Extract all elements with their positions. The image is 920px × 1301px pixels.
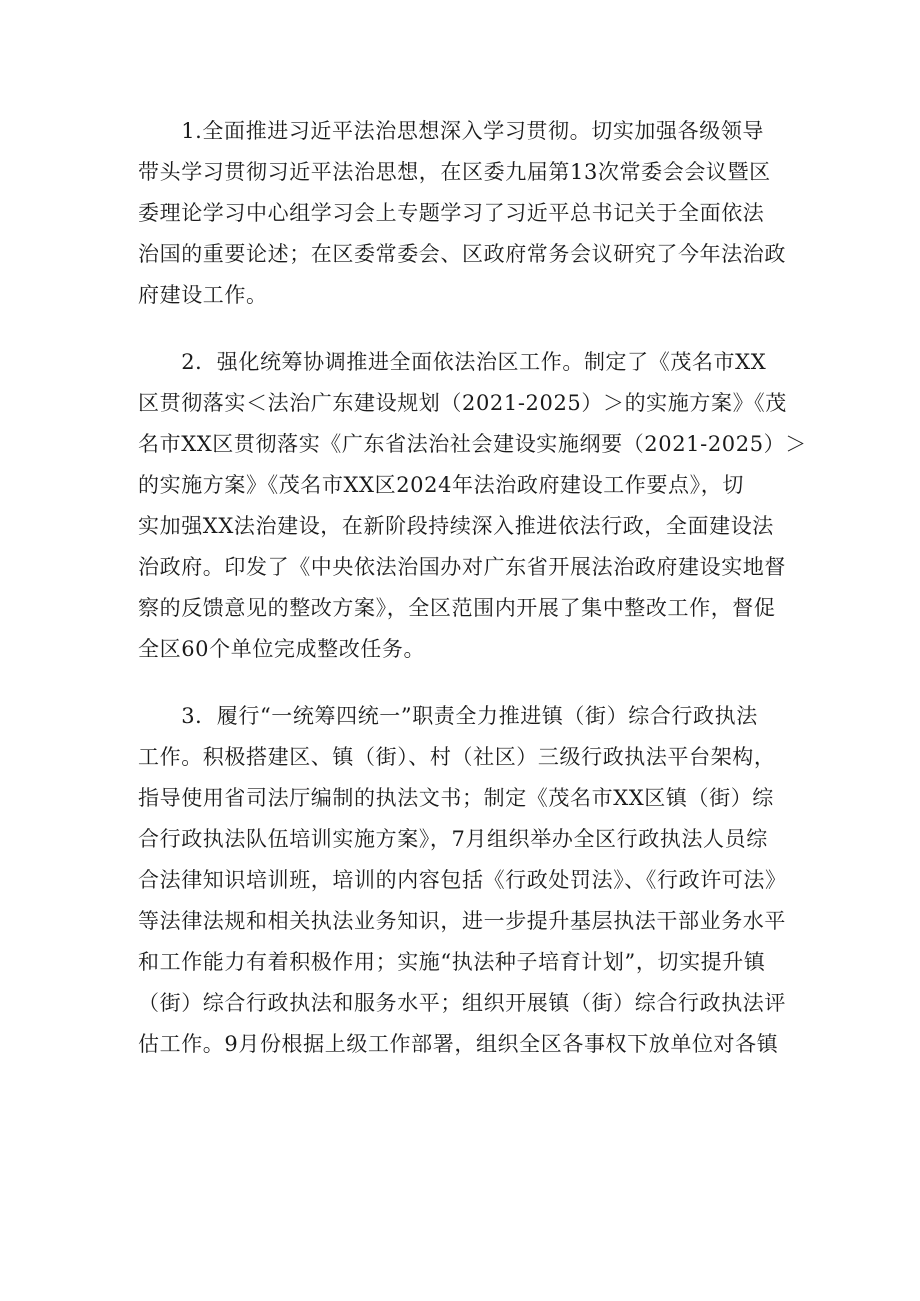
paragraph-3 [138, 696, 788, 1065]
text-line: 察的反馈意见的整改方案》，全区范围内开展了集中整改工作，督促 [138, 596, 776, 620]
text-line: 合行政执法队伍培训实施方案》，7月组织举办全区行政执法人员综 [138, 827, 768, 851]
text-line: 2．强化统筹协调推进全面依法治区工作。制定了《茂名市XX [138, 350, 767, 374]
document-body [138, 111, 807, 1065]
text-line: 3．履行“一统筹四统一”职责全力推进镇（街）综合行政执法 [138, 704, 758, 728]
text-line: 指导使用省司法厅编制的执法文书；制定《茂名市XX区镇（街）综 [138, 786, 774, 810]
text-line: 1.全面推进习近平法治思想深入学习贯彻。切实加强各级领导 [138, 119, 765, 143]
text-line: 实加强XX法治建设，在新阶段持续深入推进依法行政，全面建设法 [138, 514, 774, 538]
text-line: 治国的重要论述；在区委常委会、区政府常务会议研究了今年法治政 [138, 242, 786, 266]
text-line: 的实施方案》《茂名市XX区2024年法治政府建设工作要点》，切 [138, 473, 744, 497]
text-line: 等法律法规和相关执法业务知识，进一步提升基层执法干部业务水平 [138, 909, 786, 933]
paragraph-2 [138, 342, 807, 670]
text-line: 合法律知识培训班，培训的内容包括《行政处罚法》、《行政许可法》 [138, 868, 787, 892]
text-line: 带头学习贯彻习近平法治思想，在区委九届第13次常委会会议暨区 [138, 160, 771, 184]
text-line: 区贯彻落实＜法治广东建设规划（2021-2025）＞的实施方案》《茂 [138, 391, 787, 415]
text-line: （街）综合行政执法和服务水平；组织开展镇（街）综合行政执法评 [138, 991, 786, 1015]
text-line: 工作。积极搭建区、镇（街）、村（社区）三级行政执法平台架构， [138, 745, 776, 769]
text-line: 和工作能力有着积极作用；实施“执法种子培育计划”，切实提升镇 [138, 950, 766, 974]
text-line: 委理论学习中心组学习会上专题学习了习近平总书记关于全面依法 [138, 201, 765, 225]
text-line: 府建设工作。 [138, 283, 268, 307]
text-line: 估工作。9月份根据上级工作部署，组织全区各事权下放单位对各镇 [138, 1032, 779, 1056]
text-line: 治政府。印发了《中央依法治国办对广东省开展法治政府建设实地督 [138, 555, 786, 579]
text-line: 名市XX区贯彻落实《广东省法治社会建设实施纲要（2021-2025）＞ [138, 432, 807, 456]
paragraph-spacer [138, 670, 788, 696]
paragraph-spacer [138, 316, 788, 342]
text-line: 全区60个单位完成整改任务。 [138, 637, 426, 661]
paragraph-1 [138, 111, 788, 316]
